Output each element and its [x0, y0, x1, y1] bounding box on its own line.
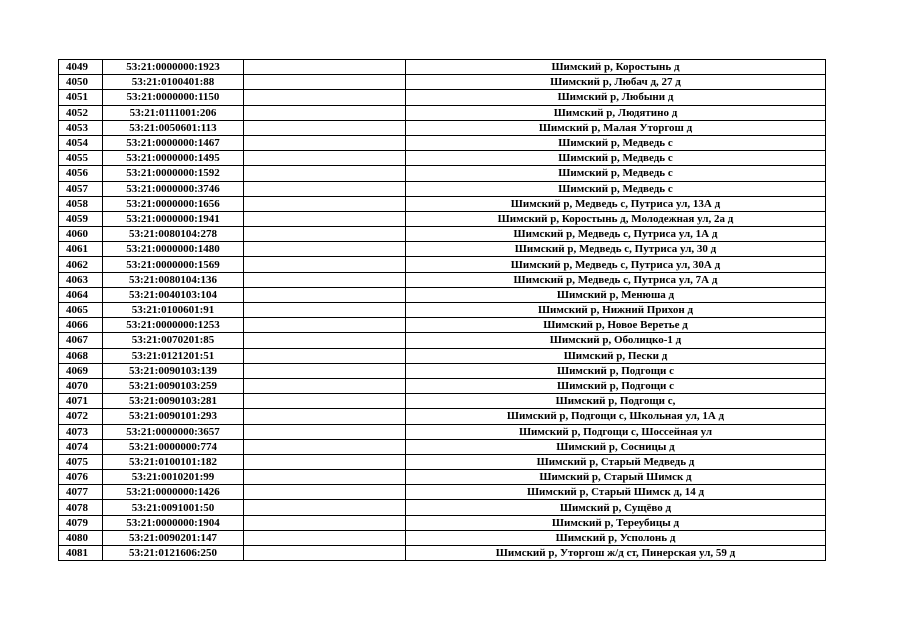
cadastral-number: 53:21:0090103:139: [103, 363, 244, 378]
address: Шимский р, Старый Медведь д: [406, 454, 826, 469]
row-number: 4060: [59, 227, 103, 242]
empty-cell: [244, 470, 406, 485]
empty-cell: [244, 105, 406, 120]
empty-cell: [244, 90, 406, 105]
empty-cell: [244, 257, 406, 272]
address: Шимский р, Медведь с: [406, 151, 826, 166]
row-number: 4066: [59, 318, 103, 333]
table-row: [59, 196, 826, 211]
row-number: 4077: [59, 485, 103, 500]
address: Шимский р, Усполонь д: [406, 530, 826, 545]
empty-cell: [244, 242, 406, 257]
address: Шимский р, Нижний Прихон д: [406, 303, 826, 318]
cadastral-number: 53:21:0100401:88: [103, 75, 244, 90]
empty-cell: [244, 424, 406, 439]
address: Шимский р, Медведь с, Путриса ул, 1А д: [406, 227, 826, 242]
table-row: [59, 394, 826, 409]
address: Шимский р, Новое Веретье д: [406, 318, 826, 333]
empty-cell: [244, 181, 406, 196]
empty-cell: [244, 75, 406, 90]
row-number: 4056: [59, 166, 103, 181]
cadastral-number: 53:21:0070201:85: [103, 333, 244, 348]
cadastral-number: 53:21:0080104:278: [103, 227, 244, 242]
cadastral-number: 53:21:0000000:774: [103, 439, 244, 454]
cadastral-number: 53:21:0000000:1656: [103, 196, 244, 211]
cadastral-number: 53:21:0050601:113: [103, 120, 244, 135]
cadastral-number: 53:21:0000000:1495: [103, 151, 244, 166]
cadastral-number: 53:21:0000000:3746: [103, 181, 244, 196]
row-number: 4061: [59, 242, 103, 257]
address: Шимский р, Медведь с, Путриса ул, 30А д: [406, 257, 826, 272]
table-row: [59, 333, 826, 348]
table-row: [59, 151, 826, 166]
cadastral-number: 53:21:0000000:1426: [103, 485, 244, 500]
empty-cell: [244, 318, 406, 333]
cadastral-number: 53:21:0000000:1904: [103, 515, 244, 530]
table-row: [59, 60, 826, 75]
address: Шимский р, Старый Шимск д: [406, 470, 826, 485]
address: Шимский р, Коростынь д, Молодежная ул, 2а д: [406, 211, 826, 226]
address: Шимский р, Менюша д: [406, 287, 826, 302]
empty-cell: [244, 485, 406, 500]
address: Шимский р, Подгощи с, Шоссейная ул: [406, 424, 826, 439]
cadastral-number: 53:21:0090103:259: [103, 378, 244, 393]
row-number: 4070: [59, 378, 103, 393]
row-number: 4059: [59, 211, 103, 226]
empty-cell: [244, 363, 406, 378]
row-number: 4080: [59, 530, 103, 545]
empty-cell: [244, 272, 406, 287]
row-number: 4069: [59, 363, 103, 378]
address: Шимский р, Медведь с, Путриса ул, 13А д: [406, 196, 826, 211]
row-number: 4049: [59, 60, 103, 75]
address: Шимский р, Людятино д: [406, 105, 826, 120]
cadastral-number: 53:21:0000000:1253: [103, 318, 244, 333]
table-row: [59, 211, 826, 226]
row-number: 4079: [59, 515, 103, 530]
empty-cell: [244, 530, 406, 545]
cadastral-number: 53:21:0040103:104: [103, 287, 244, 302]
empty-cell: [244, 394, 406, 409]
address: Шимский р, Подгощи с: [406, 363, 826, 378]
row-number: 4075: [59, 454, 103, 469]
row-number: 4052: [59, 105, 103, 120]
row-number: 4074: [59, 439, 103, 454]
cadastral-number: 53:21:0000000:1480: [103, 242, 244, 257]
address: Шимский р, Уторгош ж/д ст, Пинерская ул, 59 д: [406, 546, 826, 561]
row-number: 4057: [59, 181, 103, 196]
empty-cell: [244, 60, 406, 75]
address: Шимский р, Сосницы д: [406, 439, 826, 454]
row-number: 4058: [59, 196, 103, 211]
cadastral-number: 53:21:0090103:281: [103, 394, 244, 409]
address: Шимский р, Подгощи с,: [406, 394, 826, 409]
empty-cell: [244, 500, 406, 515]
table-row: [59, 120, 826, 135]
table-row: [59, 439, 826, 454]
row-number: 4071: [59, 394, 103, 409]
row-number: 4063: [59, 272, 103, 287]
row-number: 4078: [59, 500, 103, 515]
address: Шимский р, Тереубицы д: [406, 515, 826, 530]
property-table: [58, 59, 826, 561]
table-row: [59, 303, 826, 318]
cadastral-number: 53:21:0090201:147: [103, 530, 244, 545]
address: Шимский р, Сущёво д: [406, 500, 826, 515]
table-row: [59, 135, 826, 150]
cadastral-number: 53:21:0090101:293: [103, 409, 244, 424]
empty-cell: [244, 211, 406, 226]
empty-cell: [244, 120, 406, 135]
cadastral-number: 53:21:0100101:182: [103, 454, 244, 469]
cadastral-number: 53:21:0000000:1150: [103, 90, 244, 105]
empty-cell: [244, 227, 406, 242]
cadastral-number: 53:21:0010201:99: [103, 470, 244, 485]
empty-cell: [244, 135, 406, 150]
address: Шимский р, Медведь с: [406, 181, 826, 196]
empty-cell: [244, 454, 406, 469]
address: Шимский р, Коростынь д: [406, 60, 826, 75]
address: Шимский р, Старый Шимск д, 14 д: [406, 485, 826, 500]
empty-cell: [244, 333, 406, 348]
row-number: 4051: [59, 90, 103, 105]
table-row: [59, 530, 826, 545]
table-row: [59, 546, 826, 561]
empty-cell: [244, 546, 406, 561]
table-row: [59, 485, 826, 500]
empty-cell: [244, 378, 406, 393]
table-row: [59, 424, 826, 439]
address: Шимский р, Медведь с: [406, 135, 826, 150]
empty-cell: [244, 166, 406, 181]
row-number: 4064: [59, 287, 103, 302]
table-row: [59, 454, 826, 469]
table-row: [59, 75, 826, 90]
address: Шимский р, Оболицко-1 д: [406, 333, 826, 348]
row-number: 4054: [59, 135, 103, 150]
table-row: [59, 409, 826, 424]
cadastral-number: 53:21:0000000:1923: [103, 60, 244, 75]
table-row: [59, 363, 826, 378]
row-number: 4076: [59, 470, 103, 485]
address: Шимский р, Медведь с, Путриса ул, 7А д: [406, 272, 826, 287]
cadastral-number: 53:21:0000000:3657: [103, 424, 244, 439]
table-row: [59, 348, 826, 363]
empty-cell: [244, 439, 406, 454]
row-number: 4072: [59, 409, 103, 424]
empty-cell: [244, 287, 406, 302]
address: Шимский р, Подгощи с, Школьная ул, 1А д: [406, 409, 826, 424]
row-number: 4053: [59, 120, 103, 135]
empty-cell: [244, 348, 406, 363]
empty-cell: [244, 196, 406, 211]
cadastral-number: 53:21:0121606:250: [103, 546, 244, 561]
cadastral-number: 53:21:0080104:136: [103, 272, 244, 287]
address: Шимский р, Пески д: [406, 348, 826, 363]
address: Шимский р, Медведь с, Путриса ул, 30 д: [406, 242, 826, 257]
empty-cell: [244, 515, 406, 530]
table-row: [59, 90, 826, 105]
table-row: [59, 470, 826, 485]
row-number: 4067: [59, 333, 103, 348]
empty-cell: [244, 409, 406, 424]
empty-cell: [244, 303, 406, 318]
row-number: 4081: [59, 546, 103, 561]
table-row: [59, 257, 826, 272]
empty-cell: [244, 151, 406, 166]
table-body: [59, 60, 826, 561]
cadastral-number: 53:21:0100601:91: [103, 303, 244, 318]
cadastral-number: 53:21:0091001:50: [103, 500, 244, 515]
row-number: 4068: [59, 348, 103, 363]
table-row: [59, 105, 826, 120]
row-number: 4062: [59, 257, 103, 272]
address: Шимский р, Малая Уторгош д: [406, 120, 826, 135]
row-number: 4050: [59, 75, 103, 90]
table-row: [59, 500, 826, 515]
table-row: [59, 272, 826, 287]
row-number: 4055: [59, 151, 103, 166]
address: Шимский р, Подгощи с: [406, 378, 826, 393]
cadastral-number: 53:21:0000000:1941: [103, 211, 244, 226]
address: Шимский р, Любач д, 27 д: [406, 75, 826, 90]
row-number: 4073: [59, 424, 103, 439]
table-row: [59, 181, 826, 196]
table-row: [59, 166, 826, 181]
cadastral-number: 53:21:0111001:206: [103, 105, 244, 120]
table-row: [59, 227, 826, 242]
row-number: 4065: [59, 303, 103, 318]
address: Шимский р, Медведь с: [406, 166, 826, 181]
cadastral-number: 53:21:0000000:1592: [103, 166, 244, 181]
table-row: [59, 242, 826, 257]
cadastral-number: 53:21:0000000:1467: [103, 135, 244, 150]
cadastral-number: 53:21:0000000:1569: [103, 257, 244, 272]
table-row: [59, 515, 826, 530]
table-row: [59, 287, 826, 302]
cadastral-number: 53:21:0121201:51: [103, 348, 244, 363]
table-row: [59, 318, 826, 333]
address: Шимский р, Любыни д: [406, 90, 826, 105]
table-row: [59, 378, 826, 393]
